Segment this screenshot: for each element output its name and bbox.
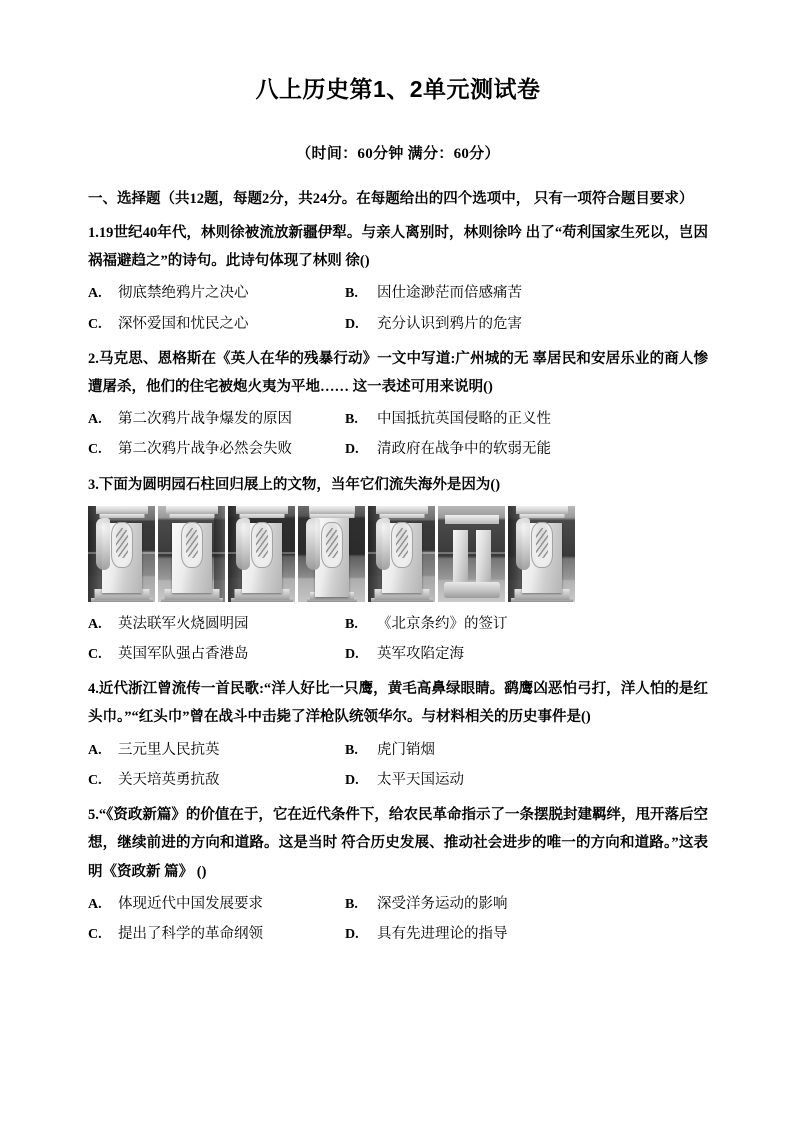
option-text: 具有先进理论的指导 bbox=[377, 925, 508, 942]
question-2-stem bbox=[88, 345, 708, 402]
page-title: 八上历史第1、2单元测试卷 bbox=[255, 76, 541, 102]
question-5-number: 5. bbox=[88, 806, 99, 823]
option-text: 体现近代中国发展要求 bbox=[118, 895, 263, 912]
question-4-text: 近代浙江曾流传一首民歌:“洋人好比一只鹰，黄毛高鼻绿眼睛。鹞鹰凶恶怕弓打，洋人怕的是红头巾。”“红头巾”曾在战斗中击毙了洋枪队统领华尔。与材料相关的历史事件是 bbox=[88, 681, 708, 726]
page-content bbox=[88, 0, 708, 949]
pillar-capital bbox=[96, 506, 148, 514]
question-2 bbox=[88, 339, 708, 465]
option-text: 太平天国运动 bbox=[377, 771, 464, 788]
option-text: 深受洋务运动的影响 bbox=[377, 895, 508, 912]
question-4-options bbox=[88, 732, 708, 795]
option-letter: A. bbox=[88, 896, 102, 912]
question-3-options bbox=[88, 606, 708, 669]
question-4-option-a[interactable] bbox=[88, 735, 345, 765]
option-row bbox=[88, 919, 708, 949]
option-text: 第二次鸦片战争必然会失败 bbox=[118, 441, 292, 458]
option-text: 三元里人民抗英 bbox=[118, 741, 220, 758]
pillar-relief-carving bbox=[326, 528, 338, 558]
question-4-number: 4. bbox=[88, 681, 99, 698]
pillar-relief-carving bbox=[186, 528, 198, 558]
question-5 bbox=[88, 795, 708, 949]
question-5-option-d[interactable] bbox=[345, 919, 708, 949]
question-5-options bbox=[88, 886, 708, 949]
option-text: 充分认识到鸦片的危害 bbox=[377, 315, 522, 332]
option-letter: D. bbox=[345, 442, 359, 458]
question-3-text: 下面为圆明园石柱回归展上的文物，当年它们流失海外是因为 bbox=[98, 476, 491, 493]
stone-pillar-photo-3 bbox=[228, 506, 295, 602]
pillar-relief-carving bbox=[396, 528, 408, 558]
question-2-options bbox=[88, 401, 708, 464]
question-5-option-b[interactable] bbox=[345, 889, 708, 919]
question-1-options bbox=[88, 275, 708, 338]
option-letter: C. bbox=[88, 926, 102, 942]
option-row bbox=[88, 609, 708, 639]
question-4-answer-blank[interactable] bbox=[581, 703, 607, 731]
option-row bbox=[88, 639, 708, 669]
question-3-stem bbox=[88, 471, 708, 499]
question-1-option-b[interactable] bbox=[345, 278, 708, 308]
question-1-option-c[interactable] bbox=[88, 309, 345, 339]
pillar-relief-carving bbox=[116, 528, 128, 558]
pillar-relief-carving bbox=[256, 528, 268, 558]
option-letter: D. bbox=[345, 316, 359, 332]
question-4 bbox=[88, 669, 708, 795]
question-2-option-c[interactable] bbox=[88, 434, 345, 464]
question-3-option-c[interactable] bbox=[88, 639, 345, 669]
question-1 bbox=[88, 213, 708, 339]
option-text: 虎门销烟 bbox=[377, 741, 435, 758]
option-letter: B. bbox=[345, 616, 358, 632]
pillar-capital bbox=[516, 506, 568, 514]
pillar-scroll-ornament bbox=[376, 518, 390, 570]
question-2-answer-blank[interactable] bbox=[483, 373, 569, 401]
stone-pillar-photo-1 bbox=[88, 506, 155, 602]
pillar-scroll-ornament bbox=[96, 518, 110, 570]
option-letter: A. bbox=[88, 286, 102, 302]
option-letter: D. bbox=[345, 772, 359, 788]
question-1-option-a[interactable] bbox=[88, 278, 345, 308]
question-1-option-d[interactable] bbox=[345, 309, 708, 339]
pillar-base bbox=[444, 582, 500, 598]
question-2-option-d[interactable] bbox=[345, 434, 708, 464]
question-3-number: 3. bbox=[88, 476, 99, 493]
option-letter: C. bbox=[88, 316, 102, 332]
option-letter: D. bbox=[345, 926, 359, 942]
question-4-stem bbox=[88, 675, 708, 732]
pillar-relief-carving bbox=[536, 528, 548, 558]
pillar-capital bbox=[376, 506, 428, 514]
option-letter: C. bbox=[88, 772, 102, 788]
stone-pillar-photo-6 bbox=[438, 506, 505, 602]
option-text: 关天培英勇抗敌 bbox=[118, 771, 220, 788]
photo-backdrop-column bbox=[214, 506, 225, 602]
option-row bbox=[88, 309, 708, 339]
option-text: 英法联军火烧圆明园 bbox=[118, 615, 249, 632]
question-4-option-d[interactable] bbox=[345, 765, 708, 795]
question-5-option-c[interactable] bbox=[88, 919, 345, 949]
stone-pillar-photo-4 bbox=[298, 506, 365, 602]
question-5-option-a[interactable] bbox=[88, 889, 345, 919]
option-text: 英军攻陷定海 bbox=[377, 645, 464, 662]
question-3-option-b[interactable] bbox=[345, 609, 708, 639]
pillar-scroll-ornament bbox=[516, 518, 530, 570]
option-text: 深怀爱国和忧民之心 bbox=[118, 315, 249, 332]
option-text: 第二次鸦片战争爆发的原因 bbox=[118, 411, 292, 428]
question-5-stem bbox=[88, 801, 708, 886]
option-text: 提出了科学的革命纲领 bbox=[118, 925, 263, 942]
option-row bbox=[88, 889, 708, 919]
stone-pillar-photo-7 bbox=[508, 506, 575, 602]
option-text: 中国抵抗英国侵略的正义性 bbox=[377, 411, 551, 428]
question-5-text: “《资政新篇》的价值在于，它在近代条件下，给农民革命指示了一条摆脱封建羁绊，甩开落后空想，继续前进的方向和道路。这是当时 符合历史发展、推动社会进步的唯一的方向和道路。”这表明《资政新 篇》 bbox=[88, 806, 708, 880]
question-1-stem bbox=[88, 219, 708, 276]
pillar-capital-lower bbox=[169, 514, 214, 518]
pillar-capital bbox=[166, 506, 218, 514]
option-text: 英国军队强占香港岛 bbox=[118, 645, 249, 662]
option-row bbox=[88, 278, 708, 308]
question-2-option-b[interactable] bbox=[345, 404, 708, 434]
option-letter: C. bbox=[88, 646, 102, 662]
option-letter: B. bbox=[345, 412, 358, 428]
stone-pillar-photo-2 bbox=[158, 506, 225, 602]
option-text: 彻底禁绝鸦片之决心 bbox=[118, 285, 249, 302]
photo-shelf-line bbox=[438, 552, 505, 554]
option-letter: D. bbox=[345, 646, 359, 662]
stone-pillar-photo-5 bbox=[368, 506, 435, 602]
question-1-text: 19世纪40年代，林则徐被流放新疆伊犁。与亲人离别时，林则徐吟 出了“苟利国家生死以，岂因祸福避趋之”的诗句。此诗句体现了林则 徐 bbox=[88, 224, 708, 270]
pillar-scroll-ornament bbox=[236, 518, 250, 570]
pillar-capital bbox=[445, 515, 499, 524]
yuanmingyuan-stone-pillars-photo-strip bbox=[88, 499, 565, 606]
option-letter: A. bbox=[88, 616, 102, 632]
question-3-option-a[interactable] bbox=[88, 609, 345, 639]
question-3-answer-blank[interactable] bbox=[490, 471, 576, 499]
question-2-text: 马克思、恩格斯在《英人在华的残暴行动》一文中写道:广州城的无 辜居民和安居乐业的商人惨遭屠杀，他们的住宅被炮火夷为平地…… 这一表述可用来说明 bbox=[88, 350, 708, 395]
option-letter: A. bbox=[88, 742, 102, 758]
question-2-number: 2. bbox=[88, 350, 99, 367]
option-letter: B. bbox=[345, 286, 358, 302]
pillar-scroll-ornament bbox=[306, 518, 320, 570]
question-5-answer-blank[interactable] bbox=[197, 858, 283, 886]
question-1-number: 1. bbox=[88, 224, 99, 241]
option-text: 因仕途渺茫而倍感痛苦 bbox=[377, 285, 522, 302]
option-text: 《北京条约》的签订 bbox=[377, 615, 508, 632]
option-letter: B. bbox=[345, 742, 358, 758]
pillar-capital bbox=[309, 506, 355, 514]
option-row bbox=[88, 404, 708, 434]
option-row bbox=[88, 765, 708, 795]
option-row bbox=[88, 735, 708, 765]
pillar-capital bbox=[236, 506, 288, 514]
question-3-option-d[interactable] bbox=[345, 639, 708, 669]
option-letter: C. bbox=[88, 442, 102, 458]
question-3 bbox=[88, 465, 708, 670]
question-2-option-a[interactable] bbox=[88, 404, 345, 434]
option-row bbox=[88, 434, 708, 464]
question-1-answer-blank[interactable] bbox=[360, 247, 446, 275]
question-4-option-c[interactable] bbox=[88, 765, 345, 795]
section-heading-multiple-choice: 一、选择题（共12题，每题2分，共24分。在每题给出的四个选项中， 只有一项符合题目要求） bbox=[88, 190, 694, 207]
pillar-body-left bbox=[453, 530, 468, 582]
pillar-body-right bbox=[476, 530, 491, 582]
exam-time-and-score-line: （时间：60分钟 满分：60分） bbox=[296, 145, 500, 162]
question-4-option-b[interactable] bbox=[345, 735, 708, 765]
option-letter: B. bbox=[345, 896, 358, 912]
option-letter: A. bbox=[88, 412, 102, 428]
option-text: 清政府在战争中的软弱无能 bbox=[377, 441, 551, 458]
